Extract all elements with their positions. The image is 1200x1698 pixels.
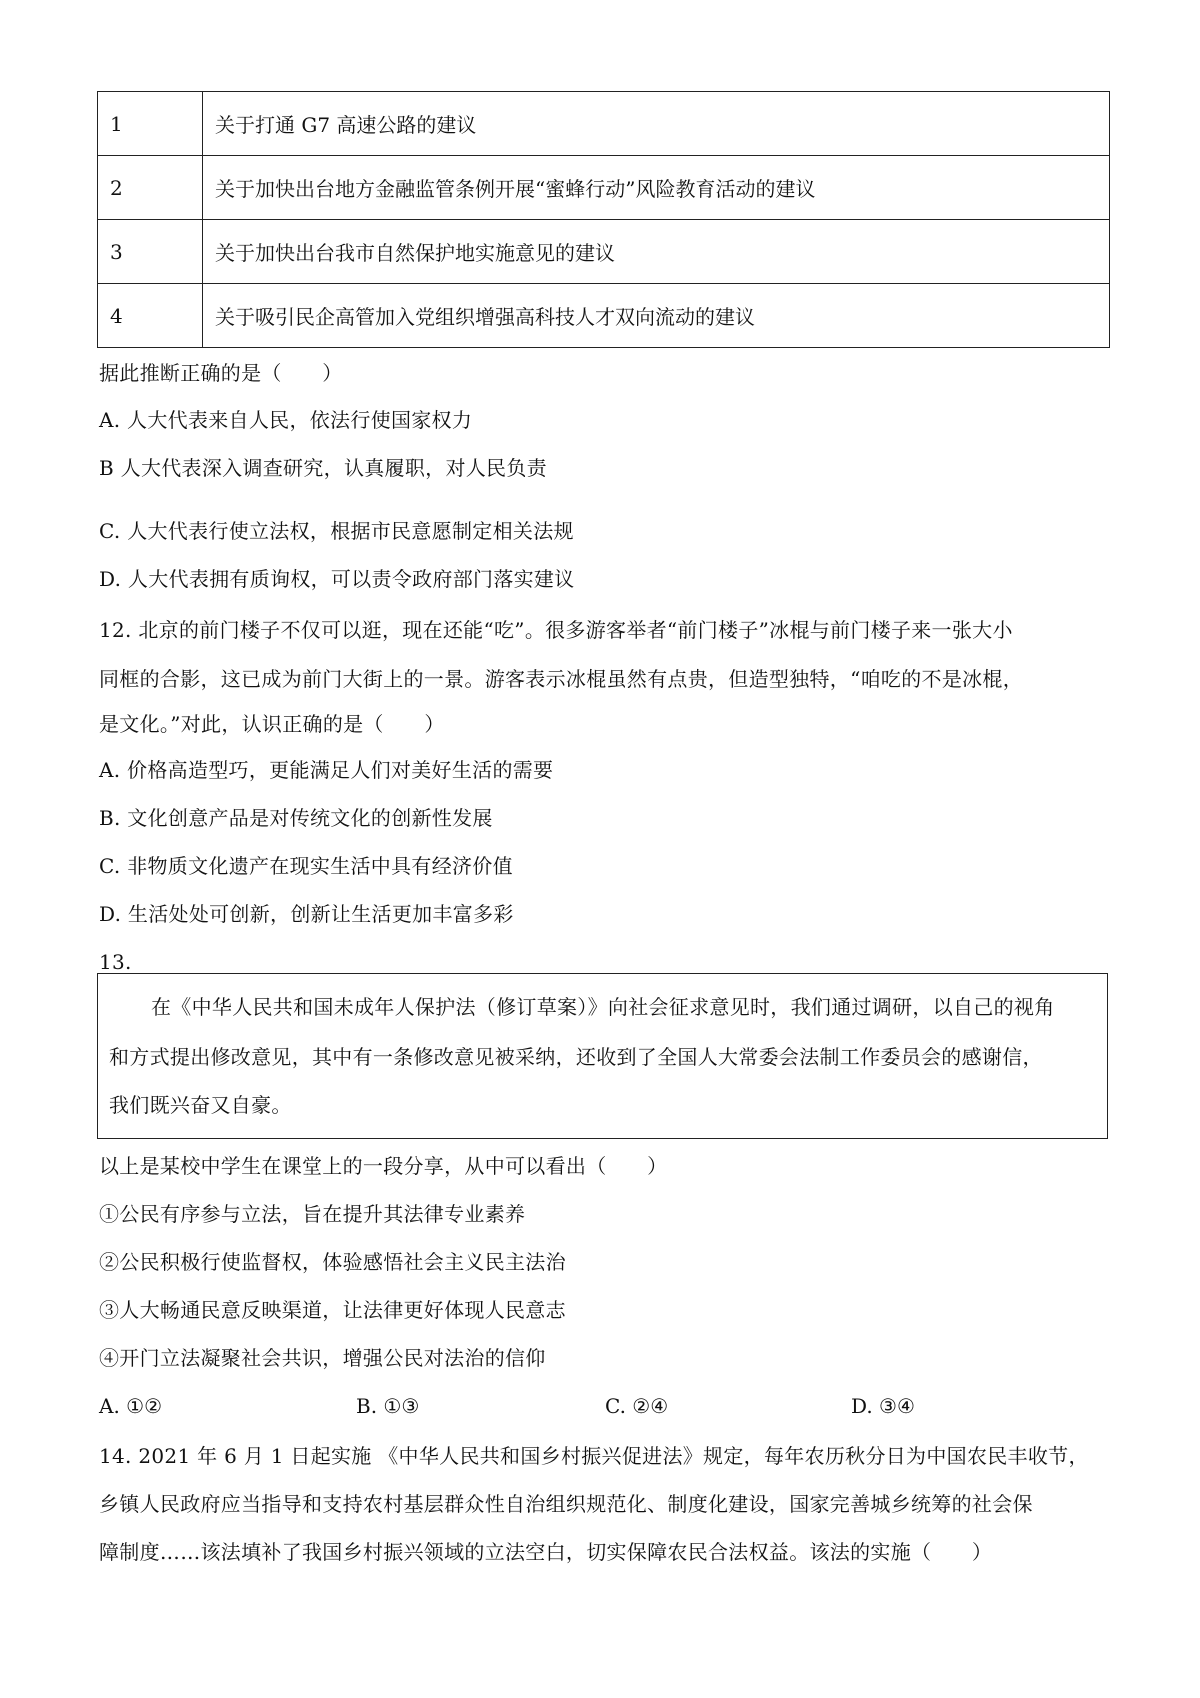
q13-choice-d: D. ③④ (851, 1394, 915, 1418)
table-row (98, 284, 1110, 348)
q13-quote-box (97, 973, 1108, 1139)
q13-statement-4: ④开门立法凝聚社会共识，增强公民对法治的信仰 (99, 1346, 546, 1370)
quote-line: 和方式提出修改意见，其中有一条修改意见被采纳，还收到了全国人大常委会法制工作委员会的感谢信， (109, 1045, 1043, 1069)
table-row (98, 220, 1110, 284)
table-row (98, 92, 1110, 156)
row-text: 关于加快出台我市自然保护地实施意见的建议 (203, 220, 1110, 284)
row-text: 关于吸引民企高管加入党组织增强高科技人才双向流动的建议 (203, 284, 1110, 348)
q12-stem-line: 同框的合影，这已成为前门大街上的一景。游客表示冰棍虽然有点贵，但造型独特，“咱吃的不是冰棍， (99, 667, 1024, 691)
q12-option-c: C. 非物质文化遗产在现实生活中具有经济价值 (99, 854, 513, 878)
table-row (98, 156, 1110, 220)
quote-line: 在《中华人民共和国未成年人保护法（修订草案）》向社会征求意见时，我们通过调研，以自己的视角 (151, 995, 1055, 1019)
row-number: 1 (98, 92, 203, 156)
row-number: 2 (98, 156, 203, 220)
quote-line: 我们既兴奋又自豪。 (109, 1093, 292, 1117)
q12-option-a: A. 价格高造型巧，更能满足人们对美好生活的需要 (99, 758, 554, 782)
q11-option-b: B 人大代表深入调查研究，认真履职，对人民负责 (99, 456, 547, 480)
row-text: 关于加快出台地方金融监管条例开展“蜜蜂行动”风险教育活动的建议 (203, 156, 1110, 220)
q12-stem-line: 是文化。”对此，认识正确的是（ ） (99, 712, 445, 736)
q14-stem-line: 障制度……该法填补了我国乡村振兴领域的立法空白，切实保障农民合法权益。该法的实施（ ） (99, 1540, 993, 1564)
q14-stem-line: 乡镇人民政府应当指导和支持农村基层群众性自治组织规范化、制度化建设，国家完善城乡统筹的社会保 (99, 1492, 1033, 1516)
row-number: 3 (98, 220, 203, 284)
q13-statement-1: ①公民有序参与立法，旨在提升其法律专业素养 (99, 1202, 526, 1226)
row-text: 关于打通 G7 高速公路的建议 (203, 92, 1110, 156)
q13-prompt: 以上是某校中学生在课堂上的一段分享，从中可以看出（ ） (99, 1154, 668, 1178)
q12-option-d: D. 生活处处可创新，创新让生活更加丰富多彩 (99, 902, 514, 926)
q13-choice-c: C. ②④ (605, 1394, 669, 1418)
q13-choice-b: B. ①③ (356, 1394, 420, 1418)
q13-statement-3: ③人大畅通民意反映渠道，让法律更好体现人民意志 (99, 1298, 566, 1322)
q14-stem-line: 14. 2021 年 6 月 1 日起实施 《中华人民共和国乡村振兴促进法》规定，每年农历秋分日为中国农民丰收节， (99, 1444, 1089, 1468)
q13-choice-a: A. ①② (99, 1394, 163, 1418)
q13-statement-2: ②公民积极行使监督权，体验感悟社会主义民主法治 (99, 1250, 566, 1274)
q12-option-b: B. 文化创意产品是对传统文化的创新性发展 (99, 806, 493, 830)
proposals-table (97, 91, 1110, 348)
q11-prompt: 据此推断正确的是（ ） (99, 361, 343, 385)
row-number: 4 (98, 284, 203, 348)
q12-stem-line: 12. 北京的前门楼子不仅可以逛，现在还能“吃”。很多游客举者“前门楼子”冰棍与前门楼子来一张大小 (99, 618, 1013, 642)
q11-option-c: C. 人大代表行使立法权，根据市民意愿制定相关法规 (99, 519, 574, 543)
q11-option-a: A. 人大代表来自人民，依法行使国家权力 (99, 408, 473, 432)
q13-number: 13. (99, 950, 132, 974)
q11-option-d: D. 人大代表拥有质询权，可以责令政府部门落实建议 (99, 567, 575, 591)
